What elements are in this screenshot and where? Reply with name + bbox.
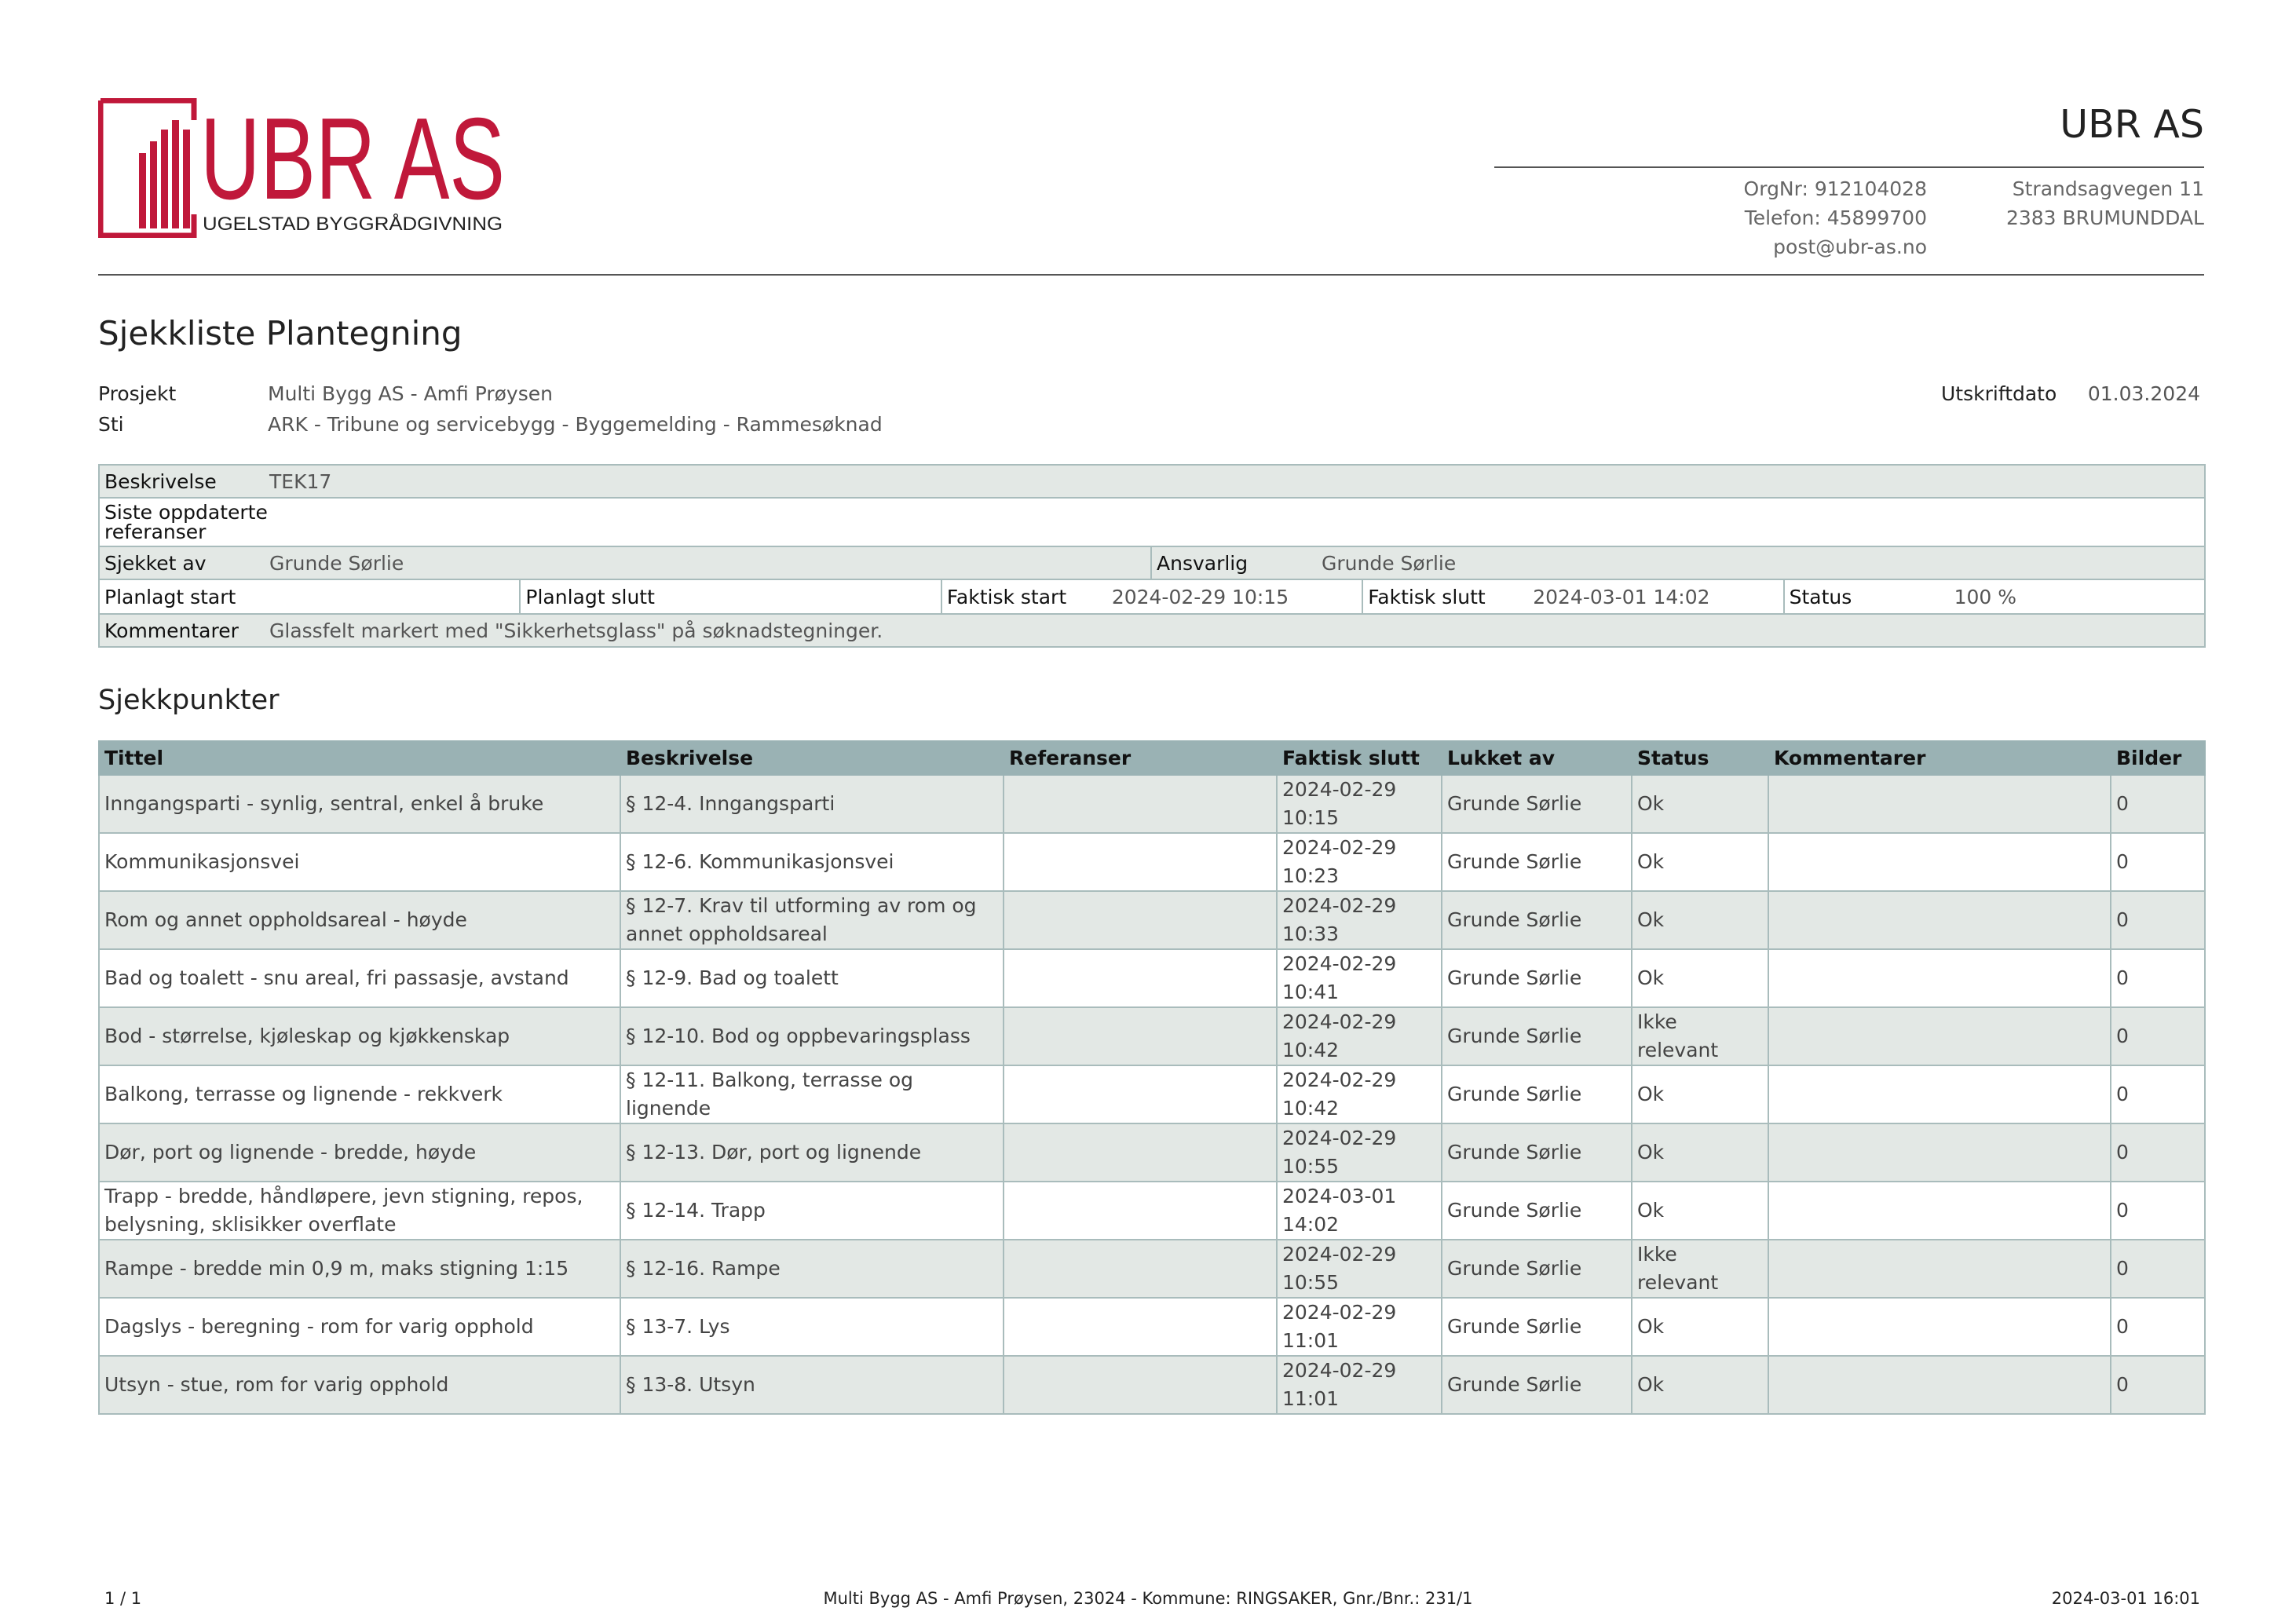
status-value: 100 % (1954, 585, 2017, 608)
cell-description: § 13-7. Lys (620, 1298, 1004, 1356)
cell-title: Bad og toalett - snu areal, fri passasje, avstand (99, 949, 620, 1007)
table-row[interactable] (99, 1065, 2205, 1123)
cell-comments (1768, 1182, 2111, 1240)
comments-value: Glassfelt markert med "Sikkerhetsglass" på søknadstegninger. (269, 619, 883, 642)
column-header-comments[interactable]: Kommentarer (1768, 741, 2111, 775)
column-header-description[interactable]: Beskrivelse (620, 741, 1004, 775)
cell-closed-by: Grunde Sørlie (1442, 1123, 1632, 1182)
logo-subtext: UGELSTAD BYGGRÅDGIVNING (203, 214, 482, 235)
cell-actual-end: 2024-02-29 10:55 (1277, 1240, 1442, 1298)
cell-title: Balkong, terrasse og lignende - rekkverk (99, 1065, 620, 1123)
cell-status: Ok (1632, 1065, 1768, 1123)
info-row-comments (99, 614, 2205, 647)
cell-references (1004, 891, 1277, 949)
cell-description: § 12-11. Balkong, terrasse og lignende (620, 1065, 1004, 1123)
cell-closed-by: Grunde Sørlie (1442, 775, 1632, 833)
info-row-description (99, 465, 2205, 498)
info-row-references (99, 498, 2205, 546)
checked-by-value: Grunde Sørlie (269, 551, 404, 575)
logo-graphic (98, 98, 506, 238)
cell-status: Ok (1632, 1123, 1768, 1182)
table-row[interactable] (99, 1182, 2205, 1240)
cell-comments (1768, 1065, 2111, 1123)
cell-references (1004, 1240, 1277, 1298)
table-row[interactable] (99, 949, 2205, 1007)
page-number: 1 / 1 (104, 1589, 142, 1608)
footer-timestamp: 2024-03-01 16:01 (2051, 1589, 2200, 1608)
responsible-label: Ansvarlig (1157, 551, 1249, 575)
column-header-title[interactable]: Tittel (99, 741, 620, 775)
cell-status: Ok (1632, 1356, 1768, 1414)
actual-end-label: Faktisk slutt (1368, 585, 1486, 608)
cell-title: Inngangsparti - synlig, sentral, enkel å bruke (99, 775, 620, 833)
planned-end-label: Planlagt slutt (525, 585, 655, 608)
page-title: Sjekkliste Plantegning (98, 314, 462, 353)
description-value: TEK17 (269, 469, 332, 493)
cell-actual-end: 2024-02-29 11:01 (1277, 1356, 1442, 1414)
cell-references (1004, 949, 1277, 1007)
cell-comments (1768, 891, 2111, 949)
company-name: UBR AS (2060, 102, 2204, 147)
city-address: 2383 BRUMUNDDAL (2005, 206, 2204, 229)
table-row[interactable] (99, 1240, 2205, 1298)
cell-title: Kommunikasjonsvei (99, 833, 620, 891)
table-row[interactable] (99, 833, 2205, 891)
info-row-dates (99, 579, 2205, 614)
header-divider-short (1494, 166, 2204, 168)
cell-title: Rom og annet oppholdsareal - høyde (99, 891, 620, 949)
company-logo (98, 98, 506, 238)
logo-text: UBR AS (200, 98, 505, 224)
cell-title: Bod - størrelse, kjøleskap og kjøkkenskap (99, 1007, 620, 1065)
cell-closed-by: Grunde Sørlie (1442, 1298, 1632, 1356)
cell-status: Ok (1632, 891, 1768, 949)
cell-comments (1768, 775, 2111, 833)
table-row[interactable] (99, 1123, 2205, 1182)
table-row[interactable] (99, 1007, 2205, 1065)
responsible-value: Grunde Sørlie (1322, 551, 1457, 575)
cell-actual-end: 2024-02-29 10:33 (1277, 891, 1442, 949)
column-header-status[interactable]: Status (1632, 741, 1768, 775)
checked-by-label: Sjekket av (104, 551, 207, 575)
cell-status: Ikke relevant (1632, 1007, 1768, 1065)
cell-references (1004, 775, 1277, 833)
cell-closed-by: Grunde Sørlie (1442, 1356, 1632, 1414)
cell-references (1004, 833, 1277, 891)
path-label: Sti (98, 413, 124, 436)
section-title: Sjekkpunkter (98, 685, 280, 716)
cell-description: § 12-16. Rampe (620, 1240, 1004, 1298)
email-link[interactable]: post@ubr-as.no (1773, 236, 1927, 258)
table-row[interactable] (99, 1298, 2205, 1356)
cell-closed-by: Grunde Sørlie (1442, 1240, 1632, 1298)
planned-start-label: Planlagt start (104, 585, 236, 608)
cell-description: § 13-8. Utsyn (620, 1356, 1004, 1414)
street-address: Strandsagvegen 11 (2012, 177, 2204, 200)
cell-actual-end: 2024-02-29 10:41 (1277, 949, 1442, 1007)
path-value: ARK - Tribune og servicebygg - Byggemelding - Rammesøknad (268, 413, 883, 436)
actual-start-value: 2024-02-29 10:15 (1111, 585, 1289, 608)
cell-status: Ok (1632, 1182, 1768, 1240)
cell-closed-by: Grunde Sørlie (1442, 833, 1632, 891)
project-value: Multi Bygg AS - Amfi Prøysen (268, 382, 553, 405)
cell-description: § 12-14. Trapp (620, 1182, 1004, 1240)
references-label: Siste oppdaterte referanser (104, 501, 268, 543)
cell-status: Ok (1632, 833, 1768, 891)
contact-info (1744, 174, 1927, 261)
cell-references (1004, 1007, 1277, 1065)
column-header-closed-by[interactable]: Lukket av (1442, 741, 1632, 775)
table-row[interactable] (99, 775, 2205, 833)
cell-images: 0 (2111, 1123, 2205, 1182)
cell-actual-end: 2024-02-29 10:15 (1277, 775, 1442, 833)
cell-comments (1768, 833, 2111, 891)
table-row[interactable] (99, 891, 2205, 949)
print-date-label: Utskriftdato (1941, 382, 2057, 405)
cell-images: 0 (2111, 775, 2205, 833)
status-label: Status (1789, 585, 1852, 608)
cell-images: 0 (2111, 949, 2205, 1007)
cell-comments (1768, 949, 2111, 1007)
cell-references (1004, 1356, 1277, 1414)
footer-project-info: Multi Bygg AS - Amfi Prøysen, 23024 - Kommune: RINGSAKER, Gnr./Bnr.: 231/1 (823, 1589, 1473, 1608)
cell-actual-end: 2024-02-29 10:23 (1277, 833, 1442, 891)
cell-title: Utsyn - stue, rom for varig opphold (99, 1356, 620, 1414)
actual-start-label: Faktisk start (946, 585, 1067, 608)
cell-comments (1768, 1123, 2111, 1182)
cell-images: 0 (2111, 1007, 2205, 1065)
cell-status: Ok (1632, 1298, 1768, 1356)
cell-title: Dør, port og lignende - bredde, høyde (99, 1123, 620, 1182)
cell-actual-end: 2024-02-29 10:42 (1277, 1007, 1442, 1065)
table-header-row (99, 741, 2205, 775)
checkpoints-table (98, 740, 2206, 1415)
address-info (2006, 174, 2204, 232)
table-row[interactable] (99, 1356, 2205, 1414)
info-row-checked-by (99, 546, 2205, 579)
cell-images: 0 (2111, 891, 2205, 949)
column-header-actual-end[interactable]: Faktisk slutt (1277, 741, 1442, 775)
cell-actual-end: 2024-02-29 10:55 (1277, 1123, 1442, 1182)
cell-references (1004, 1065, 1277, 1123)
cell-closed-by: Grunde Sørlie (1442, 1182, 1632, 1240)
cell-status: Ikke relevant (1632, 1240, 1768, 1298)
cell-images: 0 (2111, 1356, 2205, 1414)
cell-closed-by: Grunde Sørlie (1442, 1007, 1632, 1065)
cell-actual-end: 2024-02-29 10:42 (1277, 1065, 1442, 1123)
cell-closed-by: Grunde Sørlie (1442, 891, 1632, 949)
cell-description: § 12-7. Krav til utforming av rom og annet oppholdsareal (620, 891, 1004, 949)
cell-closed-by: Grunde Sørlie (1442, 949, 1632, 1007)
cell-comments (1768, 1298, 2111, 1356)
cell-title: Dagslys - beregning - rom for varig opphold (99, 1298, 620, 1356)
cell-images: 0 (2111, 1182, 2205, 1240)
cell-description: § 12-6. Kommunikasjonsvei (620, 833, 1004, 891)
cell-comments (1768, 1240, 2111, 1298)
cell-status: Ok (1632, 949, 1768, 1007)
project-label: Prosjekt (98, 382, 177, 405)
column-header-references[interactable]: Referanser (1004, 741, 1277, 775)
actual-end-value: 2024-03-01 14:02 (1533, 585, 1710, 608)
cell-images: 0 (2111, 1065, 2205, 1123)
cell-references (1004, 1123, 1277, 1182)
cell-title: Trapp - bredde, håndløpere, jevn stigning, repos, belysning, sklisikker overflate (99, 1182, 620, 1240)
cell-description: § 12-4. Inngangsparti (620, 775, 1004, 833)
description-label: Beskrivelse (104, 469, 217, 493)
cell-comments (1768, 1356, 2111, 1414)
cell-closed-by: Grunde Sørlie (1442, 1065, 1632, 1123)
phone-number: Telefon: 45899700 (1744, 206, 1927, 229)
print-date-value: 01.03.2024 (2087, 382, 2200, 405)
cell-description: § 12-13. Dør, port og lignende (620, 1123, 1004, 1182)
header-divider (98, 274, 2204, 276)
cell-comments (1768, 1007, 2111, 1065)
cell-status: Ok (1632, 775, 1768, 833)
cell-actual-end: 2024-03-01 14:02 (1277, 1182, 1442, 1240)
org-number: OrgNr: 912104028 (1743, 177, 1927, 200)
cell-title: Rampe - bredde min 0,9 m, maks stigning 1:15 (99, 1240, 620, 1298)
cell-images: 0 (2111, 1240, 2205, 1298)
checklist-info-table (98, 464, 2206, 648)
cell-references (1004, 1182, 1277, 1240)
cell-references (1004, 1298, 1277, 1356)
cell-description: § 12-9. Bad og toalett (620, 949, 1004, 1007)
comments-label: Kommentarer (104, 619, 239, 642)
cell-images: 0 (2111, 1298, 2205, 1356)
cell-description: § 12-10. Bod og oppbevaringsplass (620, 1007, 1004, 1065)
column-header-images[interactable]: Bilder (2111, 741, 2205, 775)
cell-images: 0 (2111, 833, 2205, 891)
cell-actual-end: 2024-02-29 11:01 (1277, 1298, 1442, 1356)
